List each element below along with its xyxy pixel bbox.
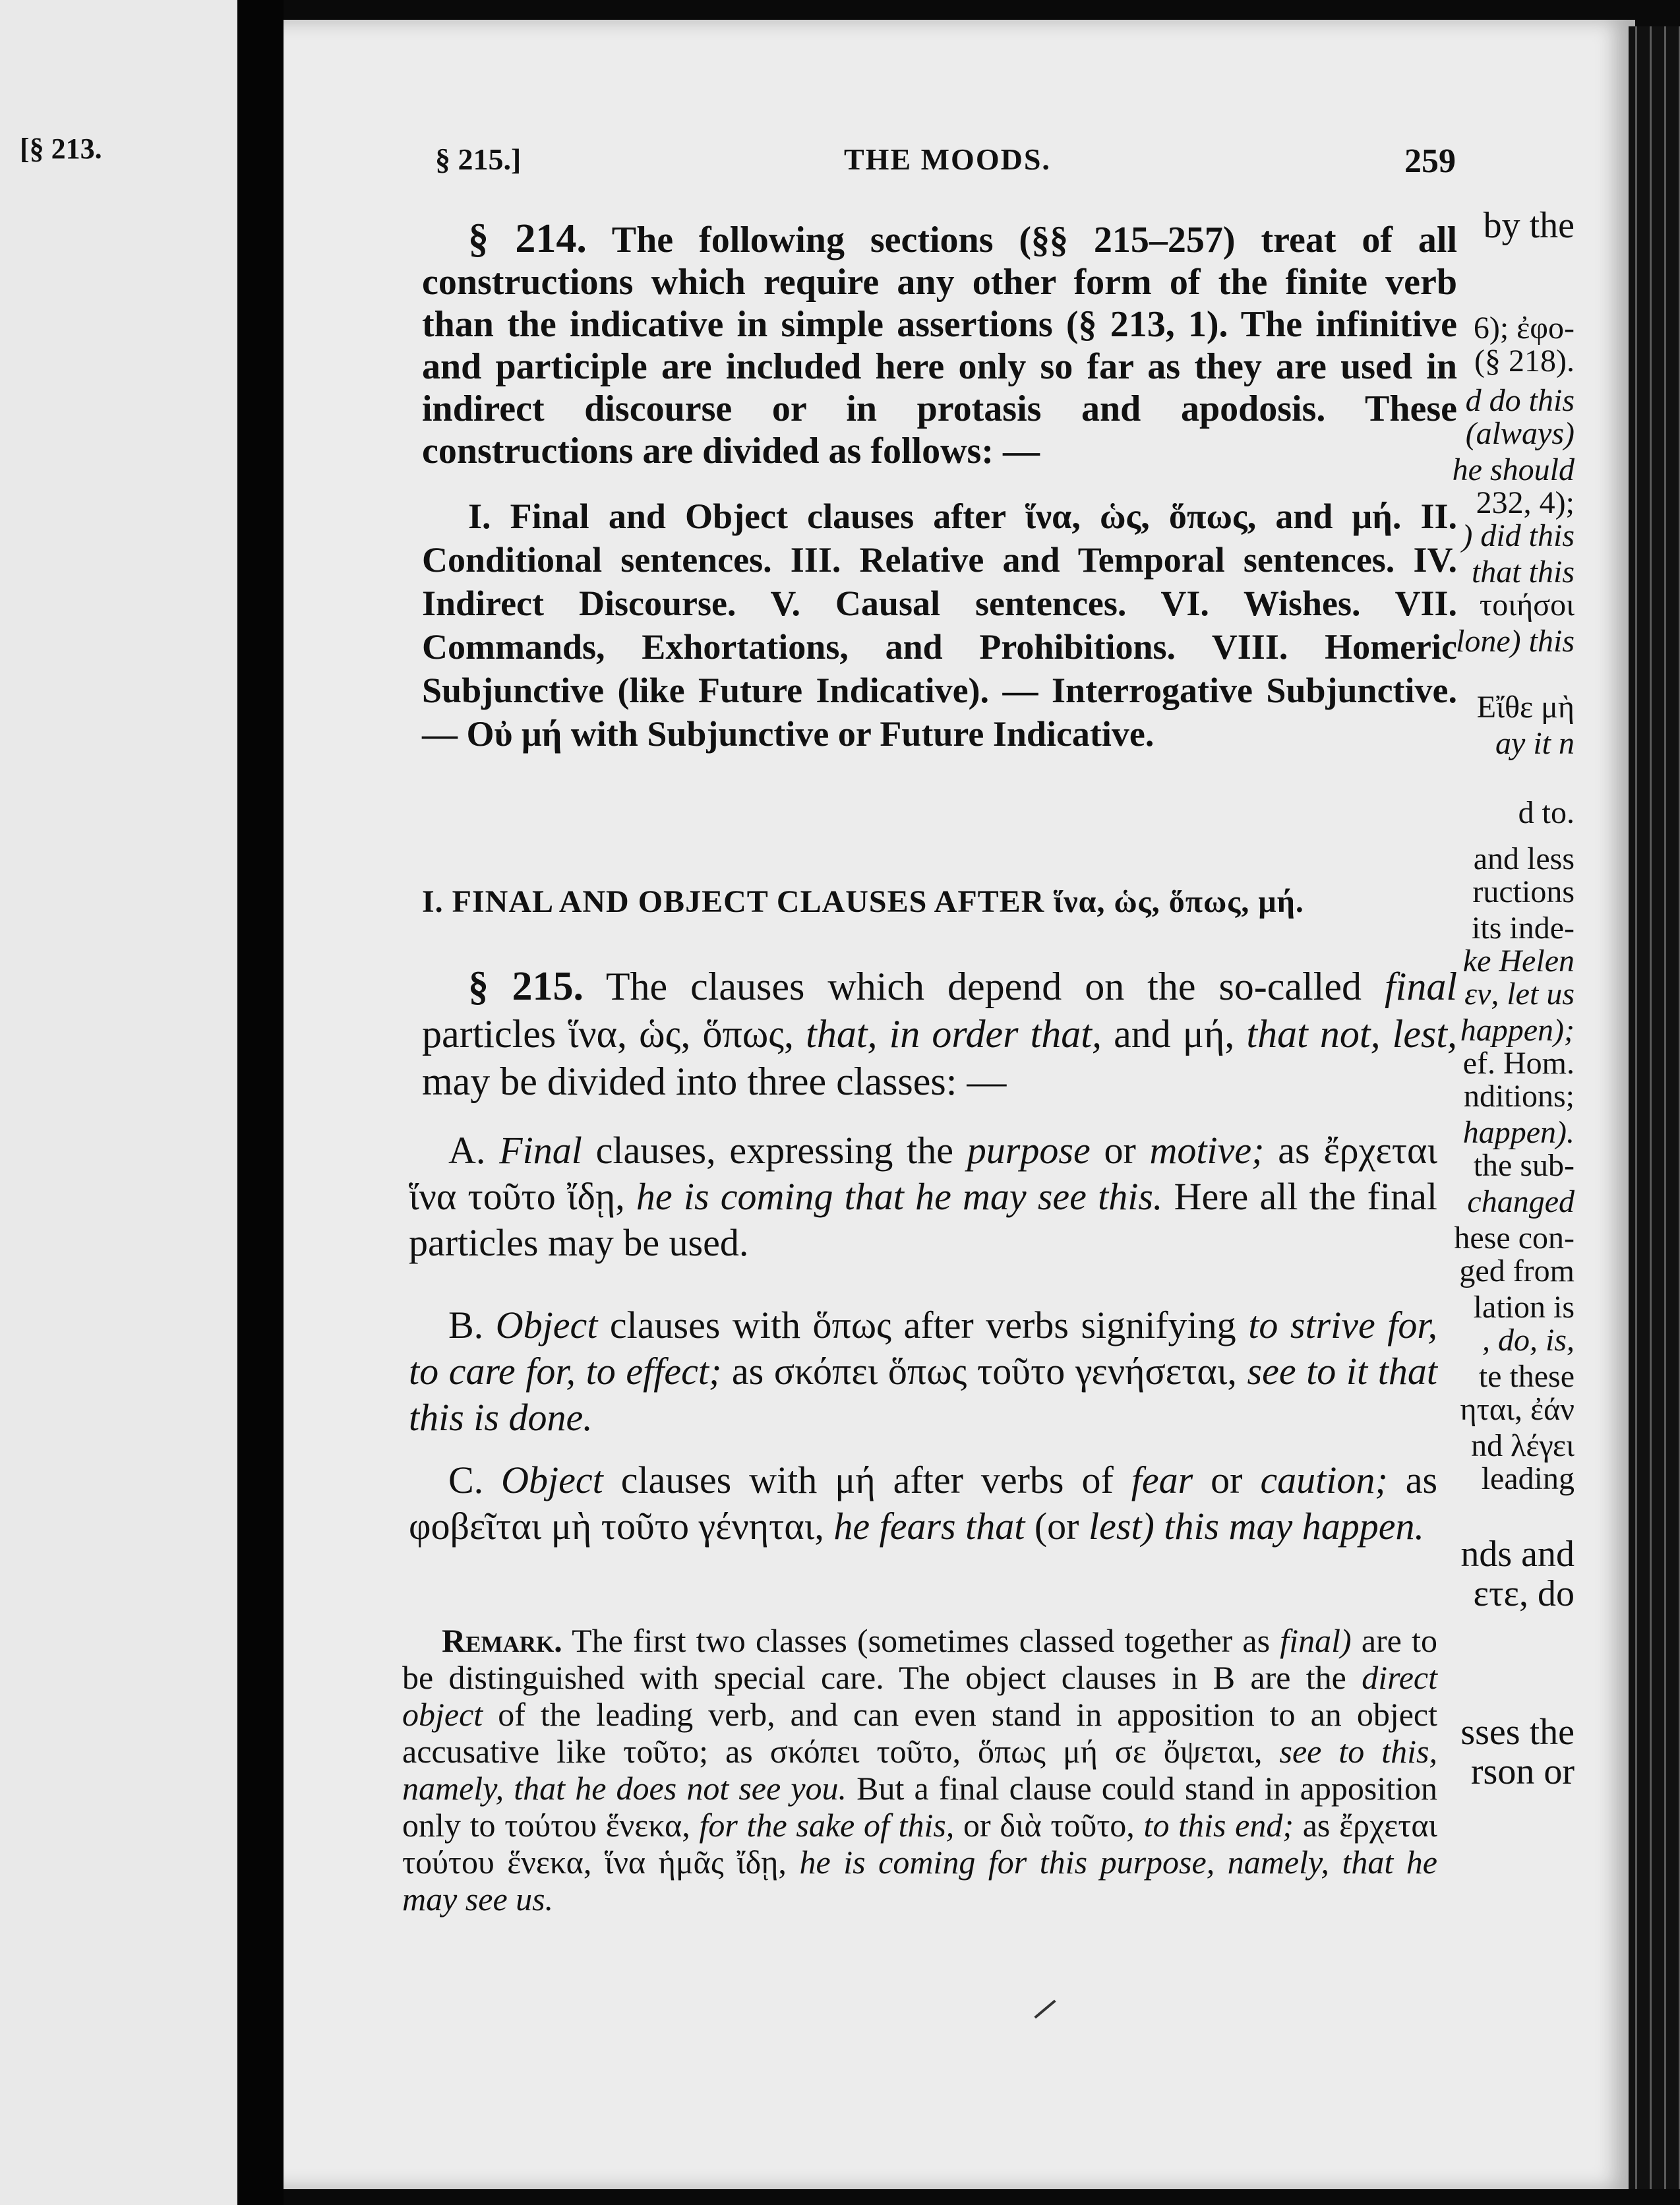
section-215-number: § 215. <box>468 964 584 1009</box>
class-label: C. <box>448 1459 484 1501</box>
text-run: motive; <box>1149 1129 1265 1172</box>
text-run: (or <box>1034 1505 1079 1548</box>
class-c <box>409 1457 1437 1550</box>
text-run: clauses with μή after verbs of <box>620 1459 1114 1501</box>
previous-page-line: nditions; <box>1463 1079 1575 1114</box>
previous-page-line: 6); ἐφο- <box>1473 311 1575 346</box>
text-run: final) <box>1280 1622 1352 1659</box>
text-run: this may happen. <box>1164 1505 1424 1548</box>
previous-page-line: ηται, ἐάν <box>1460 1392 1575 1427</box>
text-run: direct object <box>402 1659 1437 1733</box>
classes-list-text: I. Final and Object clauses after ἵνα, ὡς, ὅπως, and μή. II. Conditional sentences. III. Relative and Temporal sentences. IV. Indirect Discourse. V. Causal sentences. VI. Wishes. VII. Commands, Exhortations, and Prohibitions. VIII. Homeric Subjunctive (like Future Indicative). — Interrogative Subjunctive. — Οὐ μή with Subjunctive or Future Indicative. <box>422 497 1457 754</box>
text-run: The clauses which depend on the so-called <box>605 965 1362 1008</box>
previous-page-line: ) did this <box>1462 518 1575 553</box>
text-run: purpose <box>967 1129 1091 1172</box>
text-run: of the leading verb, and can even stand in apposition to an object accusative like τοῦτο; as σκόπει τοῦτο, ὅπως μή σε ὄψεται, <box>402 1696 1437 1770</box>
text-run: clauses with ὅπως after verbs signifying <box>609 1304 1236 1346</box>
text-run: that, in order that, <box>806 1012 1102 1056</box>
previous-page-line: by the <box>1483 205 1575 246</box>
class-label: A. <box>448 1129 486 1172</box>
text-run: and μή, <box>1114 1012 1235 1056</box>
previous-page-line: rson or <box>1470 1751 1575 1792</box>
text-run: are to be distinguished with special care. The object clauses in B are the <box>402 1622 1437 1696</box>
previous-page-line: happen). <box>1462 1115 1575 1150</box>
text-run: as σκόπει ὅπως τοῦτο γενήσεται, <box>731 1350 1237 1393</box>
text-run: But a final clause could stand in apposition only to τούτου ἕνεκα, <box>402 1770 1437 1844</box>
section-214-text: The following sections (§§ 215–257) treat of all constructions which require any other form of the finite verb than the indicative in simple assertions (§ 213, 1). The infinitive and participle are included here only so far as they are used in indirect discourse or in protasis and apodosis. These constructions are divided as follows: — <box>422 220 1458 471</box>
previous-page-line: d to. <box>1518 795 1575 830</box>
text-run: final <box>1385 965 1458 1008</box>
text-run: or <box>1104 1129 1136 1172</box>
text-run: as ἔρχεται τούτου ἕνεκα, ἵνα ἡμᾶς ἴδῃ, <box>402 1807 1437 1881</box>
class-a <box>409 1128 1437 1266</box>
page-gutter <box>237 0 284 2205</box>
text-run: or <box>1211 1459 1243 1501</box>
text-run: Object <box>495 1304 598 1346</box>
previous-page-line: [§ 213. <box>20 133 102 165</box>
previous-page-line: ef. Hom. <box>1462 1046 1575 1081</box>
text-run: Final <box>499 1129 582 1172</box>
previous-page-line: ke Helen <box>1462 944 1575 979</box>
text-run: see to it that this is done. <box>409 1350 1438 1439</box>
text-run: or διὰ τοῦτο, <box>963 1807 1135 1844</box>
remark-label: Remark. <box>442 1622 562 1659</box>
previous-page-line: happen); <box>1460 1013 1575 1048</box>
text-run: to strive for, to care for, to effect; <box>409 1304 1438 1393</box>
previous-page-line: 232, 4); <box>1476 485 1575 520</box>
text-run: that not, lest, <box>1246 1012 1457 1056</box>
previous-page-line: Εἴθε μὴ <box>1476 690 1575 725</box>
text-run: as φοβεῖται μὴ τοῦτο γένηται, <box>409 1459 1438 1548</box>
page-number: 259 <box>1404 142 1456 180</box>
text-run: Here all the final particles may be used. <box>409 1175 1437 1264</box>
running-head-section: § 215.] <box>435 142 522 176</box>
section-heading: I. FINAL AND OBJECT CLAUSES AFTER ἵνα, ὡς, ὅπως, μή. <box>422 884 1304 919</box>
text-run: fear <box>1131 1459 1193 1501</box>
text-run: The first two classes (sometimes classed together as <box>572 1622 1271 1659</box>
previous-page-line: leading <box>1481 1461 1575 1496</box>
previous-page-line: nd λέγει <box>1471 1428 1575 1463</box>
section-215 <box>422 963 1457 1105</box>
previous-page-line: εν, let us <box>1464 977 1575 1012</box>
previous-page-line: ged from <box>1459 1254 1575 1288</box>
running-head-title: THE MOODS. <box>844 142 1051 176</box>
previous-page-line: d do this <box>1465 383 1575 418</box>
previous-page-line: the sub- <box>1473 1148 1575 1183</box>
previous-page-line: that this <box>1471 555 1575 589</box>
classes-list <box>422 495 1457 756</box>
text-run: as ἔρχεται ἵνα τοῦτο ἴδῃ, <box>409 1129 1438 1218</box>
text-run: Object <box>501 1459 603 1501</box>
previous-page-line: (always) <box>1465 416 1575 451</box>
text-run: to this end; <box>1143 1807 1294 1844</box>
previous-page-line: ay it n <box>1495 726 1575 761</box>
previous-page-line: τοιήσοι <box>1479 588 1575 622</box>
previous-page-line: ετε, do <box>1473 1573 1575 1614</box>
previous-page-line: hese con- <box>1454 1221 1575 1255</box>
previous-page-line: lone) this <box>1456 624 1575 659</box>
text-run: may be divided into three classes: — <box>422 1060 1007 1103</box>
previous-page-line: ructions <box>1472 874 1575 909</box>
previous-page-line: , do, is, <box>1482 1323 1575 1358</box>
class-label: B. <box>448 1304 484 1346</box>
class-b <box>409 1302 1437 1441</box>
previous-page-line: changed <box>1467 1184 1575 1219</box>
previous-page-line: its inde- <box>1472 911 1575 946</box>
text-run: for the sake of this, <box>699 1807 955 1844</box>
section-214-number: § 214. <box>468 216 587 261</box>
text-run: he fears that <box>833 1505 1025 1548</box>
page-edges <box>1629 26 1680 2189</box>
previous-page-line: nds and <box>1460 1534 1575 1575</box>
text-run: see to this, namely, that he does not see you. <box>402 1733 1438 1807</box>
previous-page-line: he should <box>1452 452 1575 487</box>
previous-page-line: lation is <box>1473 1290 1575 1325</box>
text-run: lest) <box>1088 1505 1155 1548</box>
text-run: particles ἵνα, ὡς, ὅπως, <box>422 1012 795 1056</box>
text-run: he is coming for this purpose, namely, that he may see us. <box>402 1844 1437 1918</box>
remark <box>402 1622 1437 1918</box>
text-run: clauses, expressing the <box>595 1129 954 1172</box>
previous-page-line: sses the <box>1460 1712 1575 1753</box>
previous-page-fragment <box>0 0 237 2205</box>
previous-page-line: te these <box>1478 1359 1575 1394</box>
text-run: he is coming that he may see this. <box>636 1175 1163 1218</box>
previous-page-line: and less <box>1473 841 1575 876</box>
previous-page-line: (§ 218). <box>1474 344 1575 378</box>
text-run: caution; <box>1260 1459 1388 1501</box>
section-214 <box>422 218 1457 472</box>
